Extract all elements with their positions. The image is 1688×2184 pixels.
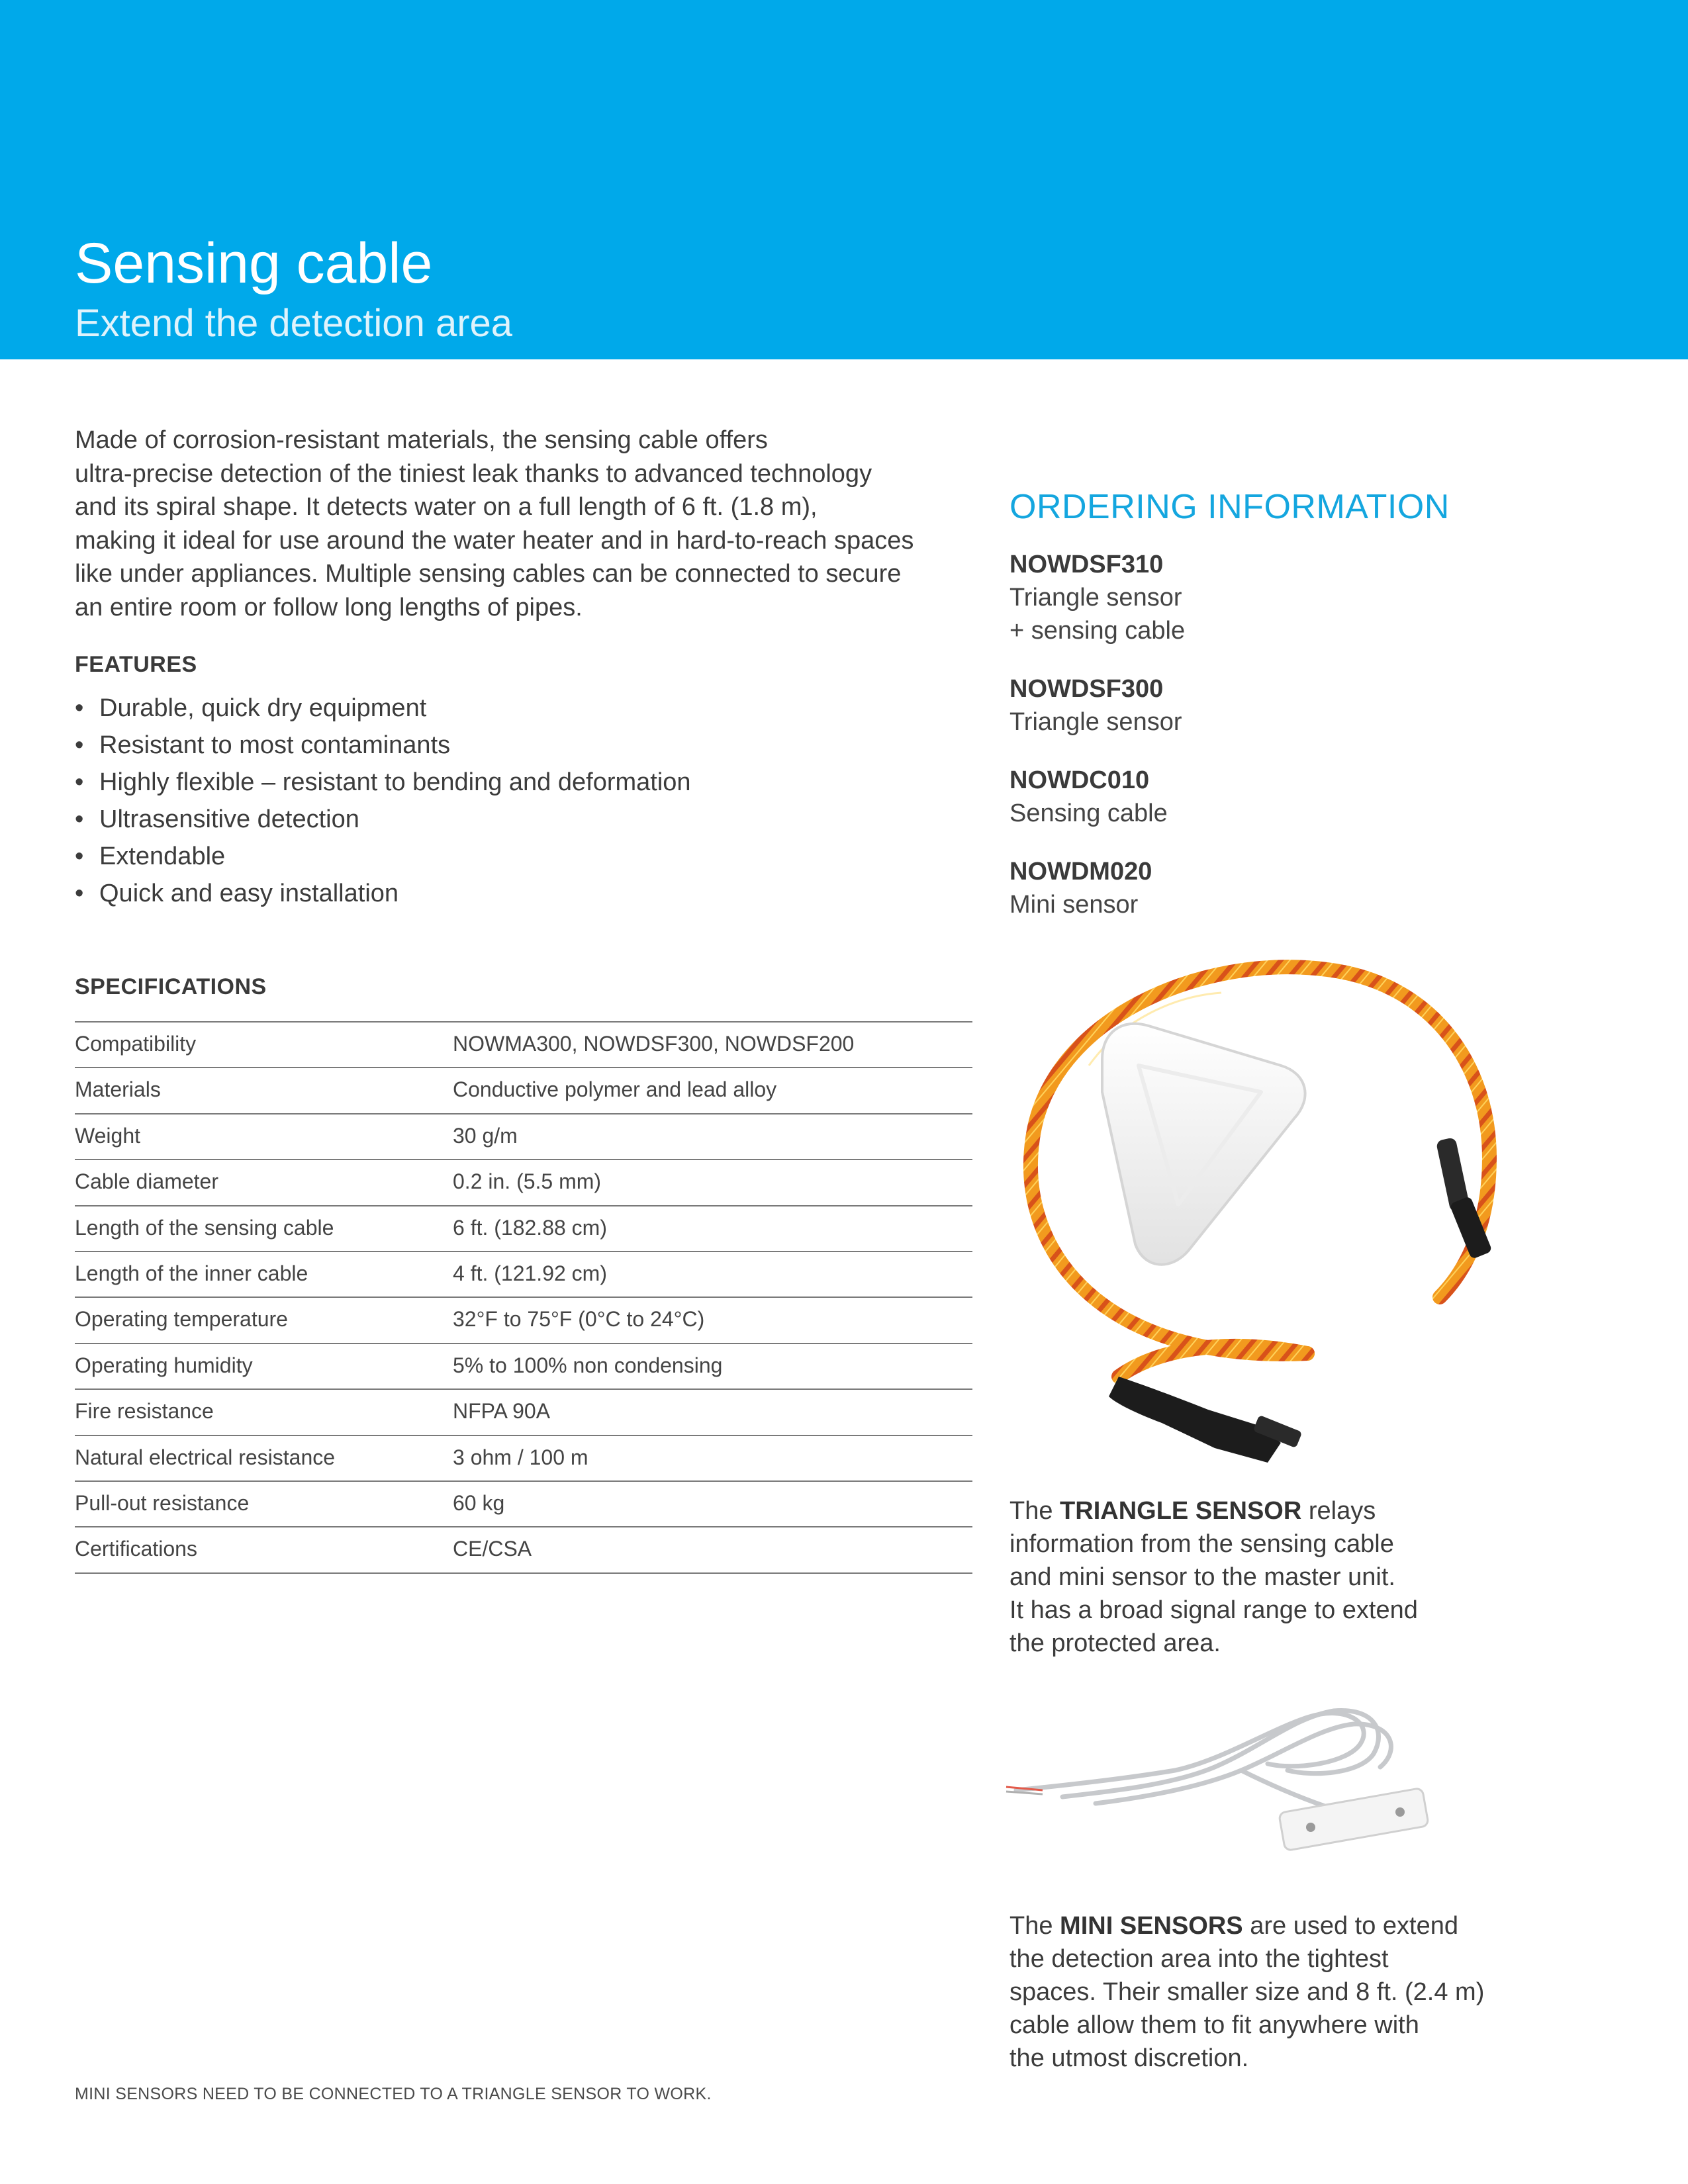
feature-text: Ultrasensitive detection <box>99 805 359 833</box>
caption-line: the detection area into the tightest <box>1009 1945 1389 1973</box>
bullet-icon: • <box>75 880 84 907</box>
table-row <box>75 1343 972 1389</box>
order-description: Triangle sensor <box>1009 708 1182 736</box>
feature-item <box>75 764 691 801</box>
feature-text: Resistant to most contaminants <box>99 731 451 759</box>
intro-line: making it ideal for use around the water heater and in hard-to-reach spaces <box>75 526 914 555</box>
feature-text: Quick and easy installation <box>99 880 399 907</box>
spec-label: Fire resistance <box>75 1389 453 1435</box>
order-item <box>1009 764 1168 830</box>
bullet-icon: • <box>75 694 84 722</box>
bullet-icon: • <box>75 805 84 833</box>
footnote: MINI SENSORS NEED TO BE CONNECTED TO A TRIANGLE SENSOR TO WORK. <box>75 2085 712 2103</box>
triangle-sensor-caption <box>1009 1494 1513 1660</box>
order-code: NOWDSF310 <box>1009 551 1164 578</box>
caption-text: are used to extend <box>1243 1912 1458 1940</box>
spec-value: 6 ft. (182.88 cm) <box>453 1206 972 1251</box>
intro-paragraph <box>75 424 922 624</box>
table-row <box>75 1022 972 1068</box>
intro-line: Made of corrosion-resistant materials, the sensing cable offers <box>75 426 768 454</box>
intro-line: like under appliances. Multiple sensing cables can be connected to secure <box>75 560 902 588</box>
table-row <box>75 1160 972 1205</box>
feature-item <box>75 801 691 838</box>
spec-value: NOWMA300, NOWDSF300, NOWDSF200 <box>453 1022 972 1068</box>
feature-item <box>75 838 691 875</box>
spec-label: Length of the sensing cable <box>75 1206 453 1251</box>
intro-line: and its spiral shape. It detects water on a full length of 6 ft. (1.8 m), <box>75 493 818 521</box>
triangle-sensor <box>1102 1024 1305 1265</box>
caption-first-line <box>1009 1909 1513 1942</box>
spec-value: CE/CSA <box>453 1527 972 1572</box>
bullet-icon: • <box>75 842 84 870</box>
page-title: Sensing cable <box>75 232 433 295</box>
caption-text: relays <box>1301 1497 1376 1525</box>
feature-item <box>75 690 691 727</box>
order-item <box>1009 855 1152 921</box>
order-item <box>1009 548 1185 647</box>
table-row <box>75 1481 972 1527</box>
caption-line: the utmost discretion. <box>1009 2044 1249 2072</box>
order-code: NOWDM020 <box>1009 858 1152 886</box>
caption-first-line <box>1009 1494 1513 1527</box>
page-subtitle: Extend the detection area <box>75 302 513 345</box>
spec-value: 60 kg <box>453 1481 972 1527</box>
spec-label: Operating temperature <box>75 1297 453 1343</box>
spec-label: Weight <box>75 1114 453 1160</box>
bullet-icon: • <box>75 768 84 796</box>
order-item <box>1009 672 1182 739</box>
features-list <box>75 690 691 912</box>
caption-line: and mini sensor to the master unit. <box>1009 1563 1395 1591</box>
spec-value: NFPA 90A <box>453 1389 972 1435</box>
spec-label: Materials <box>75 1068 453 1113</box>
order-description: Sensing cable <box>1009 799 1168 827</box>
spec-label: Length of the inner cable <box>75 1251 453 1297</box>
caption-line: information from the sensing cable <box>1009 1530 1394 1558</box>
table-row <box>75 1206 972 1251</box>
spec-label: Cable diameter <box>75 1160 453 1205</box>
table-row <box>75 1114 972 1160</box>
spec-value: 30 g/m <box>453 1114 972 1160</box>
table-row <box>75 1527 972 1572</box>
spec-label: Pull-out resistance <box>75 1481 453 1527</box>
intro-line: ultra-precise detection of the tiniest leak thanks to advanced technology <box>75 459 872 488</box>
table-row <box>75 1068 972 1113</box>
ordering-heading: ORDERING INFORMATION <box>1009 488 1450 526</box>
order-description: + sensing cable <box>1009 617 1186 645</box>
order-code: NOWDSF300 <box>1009 675 1164 703</box>
feature-item <box>75 875 691 912</box>
spec-label: Certifications <box>75 1527 453 1572</box>
cable-connector-bottom <box>1109 1377 1302 1463</box>
spec-label: Natural electrical resistance <box>75 1435 453 1481</box>
caption-emphasis: MINI SENSORS <box>1060 1912 1243 1940</box>
intro-line: an entire room or follow long lengths of pipes. <box>75 593 583 621</box>
table-row <box>75 1389 972 1435</box>
order-description: Triangle sensor <box>1009 584 1182 612</box>
feature-text: Highly flexible – resistant to bending and deformation <box>99 768 691 796</box>
spec-value: 0.2 in. (5.5 mm) <box>453 1160 972 1205</box>
specifications-table <box>75 1021 972 1574</box>
feature-text: Durable, quick dry equipment <box>99 694 427 722</box>
specifications-heading: SPECIFICATIONS <box>75 974 267 999</box>
spec-value: 4 ft. (121.92 cm) <box>453 1251 972 1297</box>
order-code: NOWDC010 <box>1009 766 1150 794</box>
features-heading: FEATURES <box>75 652 197 677</box>
table-row <box>75 1435 972 1481</box>
mini-sensor-image <box>1003 1691 1466 1889</box>
table-row <box>75 1297 972 1343</box>
spec-value: 3 ohm / 100 m <box>453 1435 972 1481</box>
spec-value: 32°F to 75°F (0°C to 24°C) <box>453 1297 972 1343</box>
bullet-icon: • <box>75 731 84 759</box>
spec-label: Compatibility <box>75 1022 453 1068</box>
caption-line: the protected area. <box>1009 1629 1221 1657</box>
caption-text: The <box>1009 1497 1060 1525</box>
caption-line: It has a broad signal range to extend <box>1009 1596 1418 1624</box>
spec-label: Operating humidity <box>75 1343 453 1389</box>
caption-text: The <box>1009 1912 1060 1940</box>
table-row <box>75 1251 972 1297</box>
order-description: Mini sensor <box>1009 891 1139 919</box>
spec-value: Conductive polymer and lead alloy <box>453 1068 972 1113</box>
caption-line: spaces. Their smaller size and 8 ft. (2.4 m) <box>1009 1978 1485 2006</box>
caption-emphasis: TRIANGLE SENSOR <box>1060 1497 1302 1525</box>
spec-value: 5% to 100% non condensing <box>453 1343 972 1389</box>
mini-sensor-caption <box>1009 1909 1513 2075</box>
triangle-sensor-cable-image <box>1003 940 1532 1482</box>
feature-item <box>75 727 691 764</box>
feature-text: Extendable <box>99 842 226 870</box>
caption-line: cable allow them to fit anywhere with <box>1009 2011 1419 2039</box>
